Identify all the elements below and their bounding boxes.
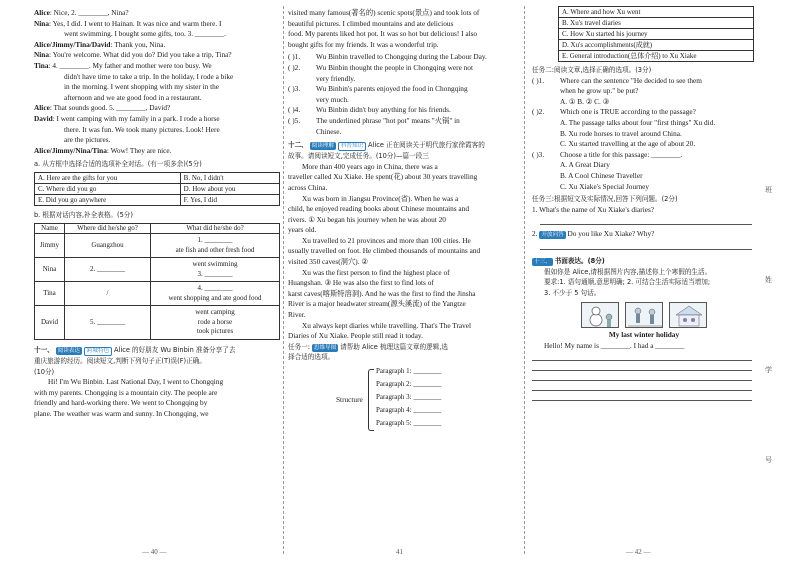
question-line [288,127,516,138]
dialog-text: : That sounds good. 5. ________, David? [49,103,171,113]
table-row [35,258,280,282]
task3-q1: 1. What's the name of Xu Xiake's diaries? [532,204,655,214]
multiple-choice-questions [532,76,756,193]
question-text: Chinese. [316,126,342,136]
table-cell-name: Nina [35,258,65,282]
question-number: ( )1. [532,75,545,85]
dialog-line: there. It was fun. We took many pictures. Look! Here [64,124,220,134]
structure-paragraph[interactable]: Paragraph 5: ________ [376,419,442,427]
passage-line: across China. [288,182,328,192]
skating-picture [625,302,663,328]
table-cell-where: 5. ________ [65,306,151,340]
question-number: ( )5. [288,115,301,125]
task3-q2 [532,229,756,240]
table-header: Name [35,223,65,234]
q2-number: 2. [532,229,538,239]
dialog-line [34,146,280,157]
paragraph-options-box [558,6,754,62]
question-line [532,139,756,150]
passage-line: Diaries of Xu Xiake. People still read it today. [288,331,423,341]
passage-line: visited 350 caves(洞穴). ② [288,257,368,267]
snowman-picture [581,302,619,328]
question-text: Wu Binbin travelled to Chongqing during the Labour Day. [316,52,487,62]
table-cell-name: Tina [35,282,65,306]
question-line [532,97,756,108]
task-b-instruction: b. 根据对话内容,补全表格。(5分) [34,210,133,219]
speaker-name: Nina [34,50,50,60]
question-line [532,171,756,182]
instruction-line: 假如你是 Alice,请根据图片内容,描述你上个寒假的生活。 [544,267,712,276]
passage-line: friendly and hard-working there. We went to Chongqing by [34,398,208,408]
dialog-line [34,50,280,61]
options-row [35,194,280,205]
dialog-text: : Thank you, Nina. [110,39,166,49]
structure-brace [368,369,374,431]
passage-line: More than 400 years ago in China, there was a [302,161,438,171]
speaker-name: Nina [34,18,50,28]
dialog-text: : Nice, 2. ________, Nina? [49,8,129,17]
question-line [288,105,516,116]
q2-text: Do you like Xu Xiake? Why? [567,229,655,239]
table-cell-line: went shopping and ate good food [168,293,262,302]
table-cell-what [151,234,280,258]
structure-paragraph[interactable]: Paragraph 3: ________ [376,393,442,401]
writing-line-1[interactable] [532,351,752,361]
family-picture [669,302,707,328]
writing-start[interactable]: Hello! My name is ________. I had a ________ [544,340,685,350]
table-cell-name: David [35,306,65,340]
q12-text-2: 故事。请阅读短文,完成任务。(10分)—篇一段三 [288,152,429,161]
passage-line: child, he enjoyed reading books about Chinese mountains and [288,204,469,214]
option-cell: B. No, I didn't [180,172,279,183]
writing-line-3[interactable] [532,371,752,381]
question-line [288,63,516,74]
q12-text: Alice 正在阅读关于明代旅行家徐霞客的 [368,141,485,150]
question-number: ( )3. [288,84,301,94]
passage-line: River is a major headwater stream(源头溪流) of the Yangtze [288,299,466,309]
option-cell: E. Did you go anywhere [35,194,181,205]
question-line [532,76,756,87]
page-42 [532,0,756,566]
page-41 [288,0,516,566]
dialog-text: : 4. ________. My father and mother were too busy. We [48,60,212,70]
table-header: Where did he/she go? [65,223,151,234]
dialog-text: : Wow! They are nice. [106,145,172,155]
q11-badge-2: 跨城特色 [84,347,112,356]
dialog-line [34,61,280,72]
writing-line-5[interactable] [532,391,752,401]
question-text: A. ① B. ② C. ③ [560,96,610,106]
q12-badge-2: 科普知识 [338,142,366,151]
answer-line-1[interactable] [540,215,752,225]
question-text: The underlined phrase "hot pot" means "火锅" in [316,115,460,125]
table-cell-line: rode a horse [197,317,233,326]
question-text: Wu Binbin thought the people in Chongqing were not [316,62,473,72]
table-cell-what [151,282,280,306]
passage-line: visited many famous(著名的) scenic spots(景点) and took lots of [288,8,480,17]
table-cell-where: / [65,282,151,306]
structure-label: Structure [336,395,363,404]
question-line [288,84,516,95]
q13-heading [532,256,756,267]
dialog-line [34,103,280,114]
table-header-row [35,223,280,234]
options-row [559,40,754,51]
dialog-line [34,40,280,51]
question-number: ( )1. [288,52,301,62]
question-text: when he grow up." be put? [560,86,639,96]
table-cell-name: Jimmy [35,234,65,258]
question-text: A. The passage talks about four "first things" Xu did. [560,117,716,127]
question-line [288,95,516,106]
question-text: Where can the sentence "He decided to see them [560,75,702,85]
structure-paragraph[interactable]: Paragraph 1: ________ [376,367,442,375]
passage-1 [34,377,280,419]
question-text: C. Xu Xiake's Special Journey [560,181,650,191]
passage-line: traveller called Xu Xiake. He spent(花) about 30 years travelling [288,172,478,182]
options-box [34,172,280,206]
q13-text: 书面表达。(8分) [554,256,605,265]
passage-1-continued [288,0,516,50]
question-text: very friendly. [316,73,356,83]
q2-badge: 开放问答 [541,232,564,239]
question-line [532,150,756,161]
passage-line: food. My parents liked hot pot. It was so hot but delicious! I also [288,29,478,39]
option-cell: D. How about you [180,183,279,194]
info-table [34,223,280,341]
passage-line: Huangshan. ③ He was also the first to find lots of [288,278,434,288]
holiday-pictures [532,302,756,328]
table-cell-line: went swimming [192,260,238,268]
speaker-name: Alice/Jimmy/Nina/Tina [34,145,107,155]
dialog-line [34,8,280,19]
table-cell-line: went camping [195,308,235,317]
page-divider-right [524,6,525,554]
question-text: Wu Binbin's parents enjoyed the food in Chongqing [316,84,468,94]
passage-line: usually travelled on foot. He climbed thousands of mountains and [288,246,481,256]
question-line [532,160,756,171]
page-number-42: — 42 — [626,548,651,556]
option-cell: F. Yes, I did [180,194,279,205]
table-cell-what [151,306,280,340]
task1-text: 请帮助 Alice 梳理这篇文章的逻辑,选 [340,342,448,351]
passage-line: years old. [288,225,317,235]
passage-line: Xu was the first person to find the highest place of [302,267,450,277]
passage-line: Xu always kept diaries while travelling. That's The Travel [302,320,472,330]
options-row [35,172,280,183]
task3-heading: 任务三:根据短文及实际情况,回答下列问题。(2分) [532,195,678,204]
speaker-name: Alice/Jimmy/Tina/David [34,39,111,49]
table-cell-line: took pictures [196,327,234,336]
binding-mark: 号 [765,456,772,464]
structure-paragraph[interactable]: Paragraph 4: ________ [376,406,442,414]
q11-score: (10分) [34,367,55,376]
task1-heading [288,342,516,353]
table-cell-what [151,258,280,282]
question-number: ( )2. [288,62,301,72]
binding-mark: 姓 [765,276,772,284]
dialog-section [34,0,280,156]
passage-line: plane. The weather was warm and sunny. In Chongqing, we [34,409,209,419]
table-row [35,282,280,306]
q13-number: 十三、 [534,258,551,265]
dialog-text: : Yes, I did. I went to Hainan. It was nice and warm there. I [49,18,222,28]
options-row [559,7,754,18]
dialog-line: afternoon and we ate good food in a restaurant. [64,92,202,102]
true-false-questions [288,52,516,137]
question-number: ( )2. [532,107,545,117]
question-number: ( )3. [532,149,545,159]
structure-paragraph[interactable]: Paragraph 2: ________ [376,380,442,388]
question-text: very much. [316,94,349,104]
dialog-text: : I went camping with my family in a park. I rode a horse [52,113,220,123]
dialog-line: are the pictures. [64,135,111,145]
question-text: B. A Cool Chinese Traveller [560,170,643,180]
speaker-name: David [34,113,53,123]
q11-text-2: 重庆旅游的经历。阅读短文,判断下列句子正(T)误(F)正确。 [34,357,206,366]
table-cell-where: 2. ________ [65,258,151,282]
binding-mark: 班 [765,186,772,194]
writing-line-2[interactable] [532,361,752,371]
page-40 [34,0,280,566]
structure-diagram [288,365,516,435]
dialog-text: : You're welcome. What did you do? Did you take a trip, Tina? [49,50,232,60]
question-text: Choose a title for this passage: ________. [560,149,683,159]
option-cell: E. General introduction(总体介绍) to Xu Xiake [559,51,754,62]
dialog-line: went swimming. I bought some gifts, too. 3. ________. [64,29,226,39]
passage-line: Xu travelled to 21 provinces and more than 100 cities. He [302,235,471,245]
options-row [559,18,754,29]
options-row [559,29,754,40]
question-line [532,118,756,129]
q12-badge: 阅读理解 [311,143,334,150]
dialog-line [34,19,280,30]
instruction-line: 3. 不少于 5 句话。 [544,288,601,297]
table-cell-line: 4. ________ [197,284,233,292]
dialog-line: in the morning. I went shopping with my sister in the [64,82,220,92]
table-cell-where: Guangzhou [65,234,151,258]
table-row [35,234,280,258]
q12-heading [288,140,516,151]
speaker-name: Alice [34,8,50,17]
writing-title: My last winter holiday [608,330,680,340]
option-cell: C. Where did you go [35,183,181,194]
passage-line: River. [288,310,306,320]
question-line [532,107,756,118]
passage-line: Xu was born in Jiangsu Province(省). When he was a [302,193,459,203]
table-row [35,306,280,340]
question-line [288,74,516,85]
task1-label: 任务一: [288,342,311,351]
passage-line: rivers. ① Xu began his journey when he was about 20 [288,214,446,224]
table-cell-line: ate fish and other fresh food [175,245,255,254]
passage-line: beautiful pictures. I climbed mountains and ate delicious [288,18,454,28]
question-line [532,129,756,140]
q11-badge: 阅读表达 [57,348,80,355]
options-row [35,183,280,194]
q11-text: Alice 的好朋友 Wu Binbin 准备分享了去 [114,346,236,355]
question-text: Which one is TRUE according to the passage? [560,107,696,117]
instruction-line: 要求:1. 语句通顺,意思明确; 2. 可结合生活实际适当增加; [544,278,711,287]
passage-line: Hi! I'm Wu Binbin. Last National Day, I went to Chongqing [48,377,224,387]
question-line [288,52,516,63]
speaker-name: Alice [34,103,50,113]
task1-badge: 思维导图 [313,344,337,351]
passage-line: karst caves(喀斯特溶洞). And he was the first to find the Jinsha [288,288,476,298]
table-cell-line: 3. ________ [197,269,233,278]
option-cell: D. Xu's accomplishments(成就) [559,40,754,51]
option-cell: B. Xu's travel diaries [559,18,754,29]
dialog-line [34,114,280,125]
question-line [532,86,756,97]
page-number-41: 41 [396,548,403,556]
options-row [559,51,754,62]
option-cell: C. How Xu started his journey [559,29,754,40]
question-text: B. Xu rode horses to travel around China. [560,128,682,138]
task-a-instruction: a. 从方框中选择合适的选项补全对话。(有一项多余)(5分) [34,160,202,169]
passage-line: with my parents. Chongqing is a mountain city. The people are [34,387,218,397]
q11-number: 十一、 [34,346,54,355]
answer-line-2[interactable] [540,240,752,250]
speaker-name: Tina [34,60,49,70]
question-text: C. Xu started travelling at the age of about 20. [560,139,696,149]
question-text: Wu Binbin didn't buy anything for his friends. [316,105,451,115]
option-cell: A. Here are the gifts for you [35,172,181,183]
binding-mark: 学 [765,366,772,374]
question-number: ( )4. [288,105,301,115]
q12-number: 十二、 [288,141,308,150]
dialog-line: didn't have time to take a trip. In the holiday, I rode a bike [64,71,234,81]
question-line [532,182,756,193]
q13-instructions [532,267,756,299]
passage-line: bought gifts for my friends. It was a wonderful trip. [288,39,439,49]
passage-2 [288,162,516,342]
page-number-40: — 40 — [142,548,167,556]
question-line [288,116,516,127]
option-cell: A. Where and how Xu went [559,7,754,18]
question-text: A. A Great Diary [560,160,610,170]
q11-heading [34,345,280,356]
table-header: What did he/she do? [151,223,280,234]
table-cell-line: 1. ________ [197,236,233,244]
task2-heading: 任务二:阅读文章,选择正确的选项。(3分) [532,66,652,74]
task1-text-2: 择合适的选项。 [288,353,335,362]
page-divider-left [283,6,284,554]
writing-line-4[interactable] [532,381,752,391]
